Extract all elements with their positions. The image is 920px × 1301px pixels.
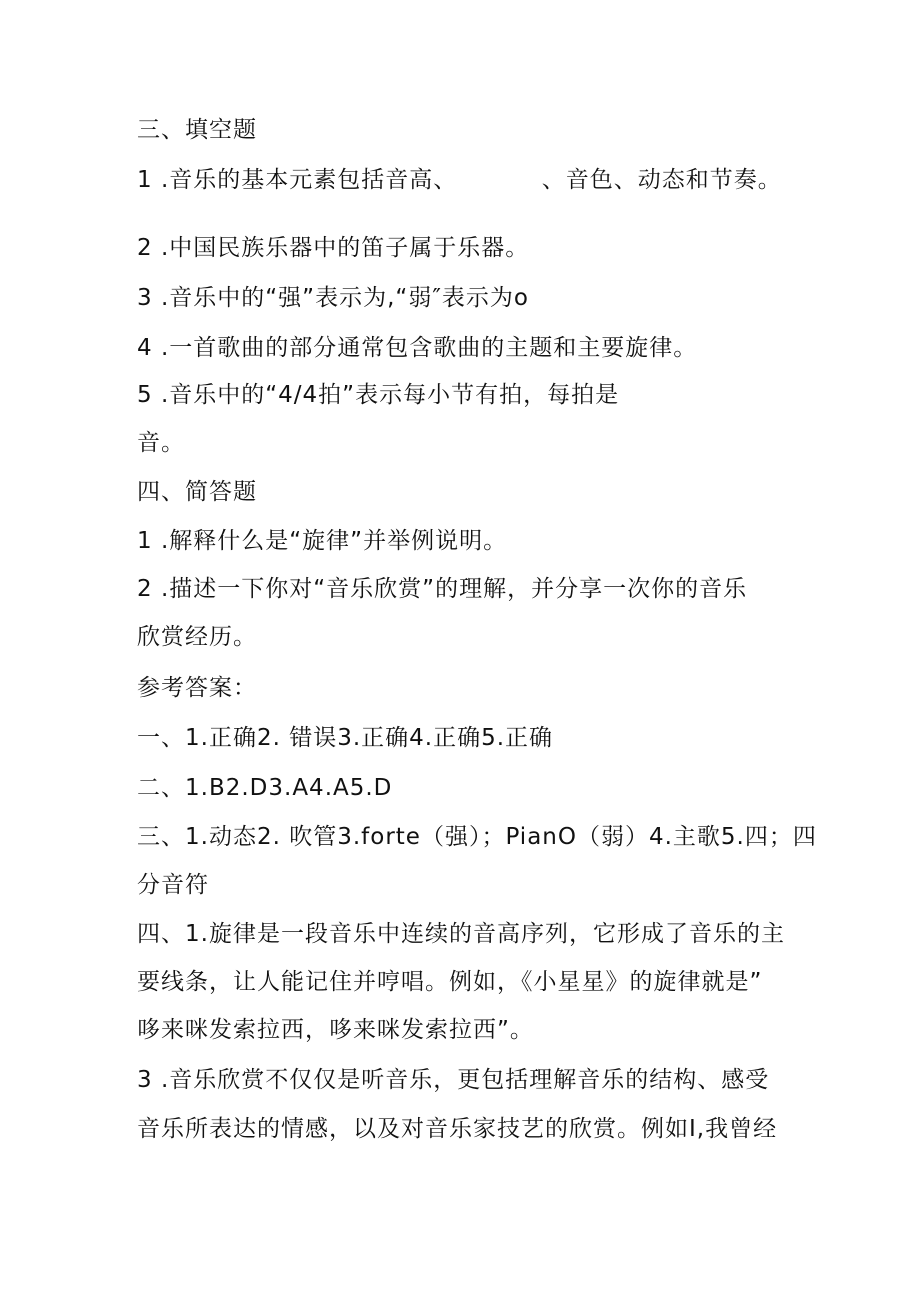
fill-question-1: 1 .音乐的基本元素包括音高、 、音色、动态和节奏。 xyxy=(137,167,782,193)
section3-heading: 三、填空题 xyxy=(137,117,257,143)
short-question-1: 1 .解释什么是“旋律”并举例说明。 xyxy=(137,528,508,554)
answer-section-2: 二、1.B2.D3.A4.A5.D xyxy=(137,775,393,801)
answer-section-4-line3: 哆来咪发索拉西，哆来咪发索拉西”。 xyxy=(137,1017,534,1043)
fill-question-2: 2 .中国民族乐器中的笛子属于乐器。 xyxy=(137,235,530,261)
section4-heading: 四、简答题 xyxy=(137,479,257,505)
answer-section-5-line1: 3 .音乐欣赏不仅仅是听音乐，更包括理解音乐的结构、感受 xyxy=(137,1067,770,1093)
short-question-2-line2: 欣赏经历。 xyxy=(137,624,257,650)
fill-question-3: 3 .音乐中的“强”表示为,“弱″表示为o xyxy=(137,285,529,311)
answer-section-3-line1: 三、1.动态2. 吹管3.forte（强）；PianO（弱）4.主歌5.四；四 xyxy=(137,824,817,850)
fill-question-5-line2: 音。 xyxy=(137,430,185,456)
answer-section-1: 一、1.正确2. 错误3.正确4.正确5.正确 xyxy=(137,725,554,751)
answer-section-3-line2: 分音符 xyxy=(137,872,209,898)
answer-section-5-line2: 音乐所表达的情感，以及对音乐家技艺的欣赏。例如I,我曾经 xyxy=(137,1116,778,1142)
fill-question-4: 4 .一首歌曲的部分通常包含歌曲的主题和主要旋律。 xyxy=(137,335,698,361)
fill-question-5-line1: 5 .音乐中的“4/4拍”表示每小节有拍，每拍是 xyxy=(137,382,620,408)
short-question-2-line1: 2 .描述一下你对“音乐欣赏”的理解，并分享一次你的音乐 xyxy=(137,576,748,602)
answer-section-4-line2: 要线条，让人能记住并哼唱。例如，《小星星》的旋律就是” xyxy=(137,969,763,995)
answer-section-4-line1: 四、1.旋律是一段音乐中连续的音高序列，它形成了音乐的主 xyxy=(137,921,785,947)
answers-heading: 参考答案： xyxy=(137,675,257,701)
